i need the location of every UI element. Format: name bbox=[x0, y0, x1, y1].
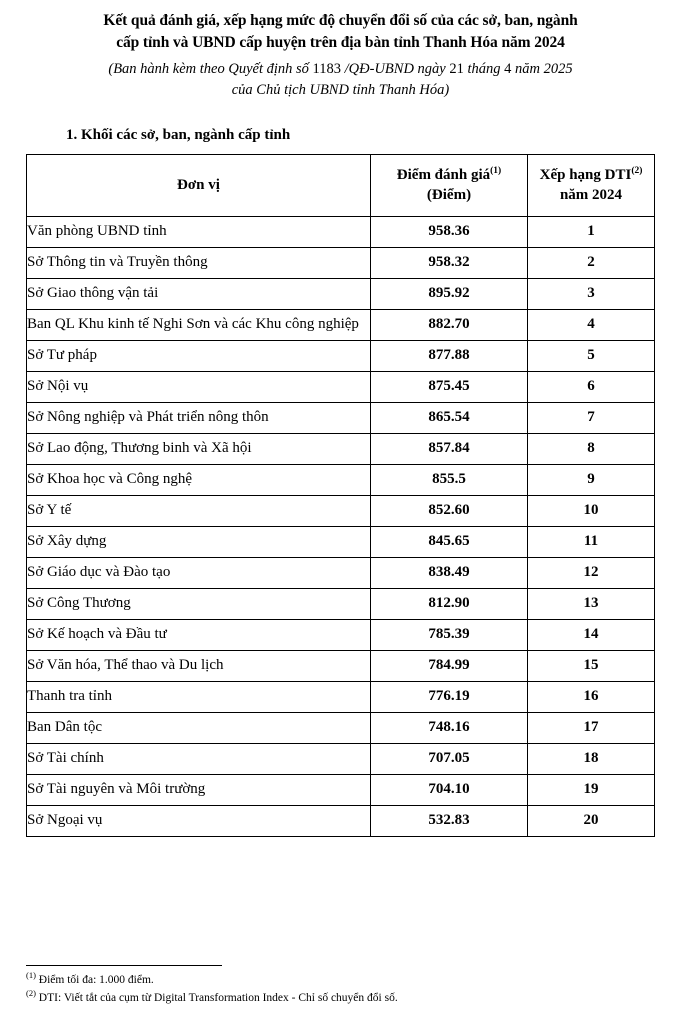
decree-issuer-line bbox=[26, 80, 655, 101]
table-row bbox=[27, 309, 655, 340]
cell-score: 784.99 bbox=[371, 650, 528, 681]
cell-rank: 20 bbox=[528, 805, 655, 836]
table-row bbox=[27, 805, 655, 836]
cell-unit: Sở Văn hóa, Thể thao và Du lịch bbox=[27, 650, 371, 681]
cell-unit: Sở Y tế bbox=[27, 495, 371, 526]
cell-score: 855.5 bbox=[371, 464, 528, 495]
cell-unit: Ban Dân tộc bbox=[27, 712, 371, 743]
footnote-1-text: Điểm tối đa: 1.000 điểm. bbox=[38, 974, 154, 987]
cell-rank: 10 bbox=[528, 495, 655, 526]
page-title-line-1: Kết quả đánh giá, xếp hạng mức độ chuyển đổi số của các sở, ban, ngành bbox=[103, 12, 578, 29]
decree-year: năm 2025 bbox=[515, 61, 573, 77]
column-header-score-footnote-marker: (1) bbox=[490, 166, 502, 177]
cell-rank: 5 bbox=[528, 340, 655, 371]
table-body bbox=[27, 216, 655, 836]
footnote-divider bbox=[26, 965, 222, 966]
cell-unit: Sở Thông tin và Truyền thông bbox=[27, 247, 371, 278]
cell-rank: 8 bbox=[528, 433, 655, 464]
footnote-1-marker: (1) bbox=[26, 970, 36, 981]
decree-issuer-title: Chủ tịch bbox=[256, 82, 306, 99]
table-header-row bbox=[27, 155, 655, 217]
cell-unit: Sở Nông nghiệp và Phát triển nông thôn bbox=[27, 402, 371, 433]
cell-score: 707.05 bbox=[371, 743, 528, 774]
cell-unit: Văn phòng UBND tỉnh bbox=[27, 216, 371, 247]
cell-score: 958.32 bbox=[371, 247, 528, 278]
cell-rank: 7 bbox=[528, 402, 655, 433]
cell-unit: Sở Nội vụ bbox=[27, 371, 371, 402]
column-header-unit: Đơn vị bbox=[27, 155, 371, 217]
cell-unit: Sở Tài chính bbox=[27, 743, 371, 774]
cell-rank: 6 bbox=[528, 371, 655, 402]
decree-prefix: (Ban hành kèm theo Quyết định số bbox=[108, 61, 309, 77]
column-header-score bbox=[371, 155, 528, 217]
cell-rank: 18 bbox=[528, 743, 655, 774]
cell-unit: Sở Lao động, Thương binh và Xã hội bbox=[27, 433, 371, 464]
cell-unit: Ban QL Khu kinh tế Nghi Sơn và các Khu công nghiệp bbox=[27, 309, 371, 340]
decree-month: 4 bbox=[504, 61, 512, 77]
column-header-score-line2: (Điểm) bbox=[426, 187, 472, 204]
column-header-rank-footnote-marker: (2) bbox=[631, 166, 643, 177]
table-row bbox=[27, 712, 655, 743]
table-row bbox=[27, 495, 655, 526]
cell-rank: 13 bbox=[528, 588, 655, 619]
cell-unit: Sở Xây dựng bbox=[27, 526, 371, 557]
cell-unit: Thanh tra tỉnh bbox=[27, 681, 371, 712]
decree-reference-line bbox=[26, 59, 655, 80]
cell-unit: Sở Tài nguyên và Môi trường bbox=[27, 774, 371, 805]
cell-score: 748.16 bbox=[371, 712, 528, 743]
decree-month-label: tháng bbox=[467, 61, 501, 77]
footnote-1 bbox=[26, 972, 654, 990]
decree-middle: /QĐ-UBND ngày bbox=[344, 61, 446, 77]
page-title-line-2: cấp tỉnh và UBND cấp huyện trên địa bàn tỉnh Thanh Hóa năm 2024 bbox=[116, 34, 565, 51]
cell-score: 852.60 bbox=[371, 495, 528, 526]
table-row bbox=[27, 433, 655, 464]
cell-unit: Sở Công Thương bbox=[27, 588, 371, 619]
cell-unit: Sở Giao thông vận tải bbox=[27, 278, 371, 309]
table-row bbox=[27, 681, 655, 712]
table-row bbox=[27, 588, 655, 619]
cell-unit: Sở Giáo dục và Đào tạo bbox=[27, 557, 371, 588]
cell-score: 812.90 bbox=[371, 588, 528, 619]
footnote-2-marker: (2) bbox=[26, 988, 36, 999]
table-row bbox=[27, 371, 655, 402]
cell-score: 785.39 bbox=[371, 619, 528, 650]
cell-score: 877.88 bbox=[371, 340, 528, 371]
decree-number: 1183 bbox=[312, 61, 342, 77]
cell-score: 875.45 bbox=[371, 371, 528, 402]
cell-score: 532.83 bbox=[371, 805, 528, 836]
column-header-score-line1: Điểm đánh giá bbox=[396, 167, 491, 184]
column-header-rank bbox=[528, 155, 655, 217]
cell-rank: 12 bbox=[528, 557, 655, 588]
table-row bbox=[27, 402, 655, 433]
cell-score: 704.10 bbox=[371, 774, 528, 805]
cell-score: 882.70 bbox=[371, 309, 528, 340]
cell-rank: 19 bbox=[528, 774, 655, 805]
footnote-2-text: DTI: Viết tắt của cụm từ Digital Transformation Index - Chỉ số chuyển đổi số. bbox=[38, 992, 398, 1005]
table-row bbox=[27, 743, 655, 774]
ranking-table bbox=[26, 154, 655, 837]
cell-unit: Sở Ngoại vụ bbox=[27, 805, 371, 836]
cell-rank: 2 bbox=[528, 247, 655, 278]
cell-unit: Sở Tư pháp bbox=[27, 340, 371, 371]
table-header bbox=[27, 155, 655, 217]
table-row bbox=[27, 216, 655, 247]
decree-issuer-suffix: UBND tỉnh Thanh Hóa) bbox=[309, 82, 450, 99]
column-header-rank-line1: Xếp hạng DTI bbox=[539, 167, 632, 184]
table-row bbox=[27, 650, 655, 681]
decree-day: 21 bbox=[449, 61, 464, 77]
table-row bbox=[27, 278, 655, 309]
cell-score: 776.19 bbox=[371, 681, 528, 712]
table-row bbox=[27, 526, 655, 557]
table-row bbox=[27, 619, 655, 650]
column-header-rank-line2: năm 2024 bbox=[559, 187, 623, 204]
cell-rank: 15 bbox=[528, 650, 655, 681]
cell-unit: Sở Khoa học và Công nghệ bbox=[27, 464, 371, 495]
table-row bbox=[27, 557, 655, 588]
table-row bbox=[27, 247, 655, 278]
cell-rank: 4 bbox=[528, 309, 655, 340]
cell-score: 838.49 bbox=[371, 557, 528, 588]
decree-issuer-prefix: của bbox=[231, 82, 253, 99]
cell-score: 865.54 bbox=[371, 402, 528, 433]
cell-rank: 11 bbox=[528, 526, 655, 557]
cell-rank: 1 bbox=[528, 216, 655, 247]
cell-rank: 17 bbox=[528, 712, 655, 743]
cell-rank: 3 bbox=[528, 278, 655, 309]
footnotes-block bbox=[26, 965, 654, 1008]
cell-score: 895.92 bbox=[371, 278, 528, 309]
cell-rank: 9 bbox=[528, 464, 655, 495]
cell-rank: 14 bbox=[528, 619, 655, 650]
cell-score: 958.36 bbox=[371, 216, 528, 247]
table-row bbox=[27, 774, 655, 805]
cell-score: 857.84 bbox=[371, 433, 528, 464]
footnote-2 bbox=[26, 990, 654, 1008]
table-row bbox=[27, 340, 655, 371]
section-heading: 1. Khối các sở, ban, ngành cấp tỉnh bbox=[66, 127, 291, 144]
document-title-block bbox=[26, 10, 655, 101]
table-row bbox=[27, 464, 655, 495]
cell-rank: 16 bbox=[528, 681, 655, 712]
cell-score: 845.65 bbox=[371, 526, 528, 557]
cell-unit: Sở Kế hoạch và Đầu tư bbox=[27, 619, 371, 650]
